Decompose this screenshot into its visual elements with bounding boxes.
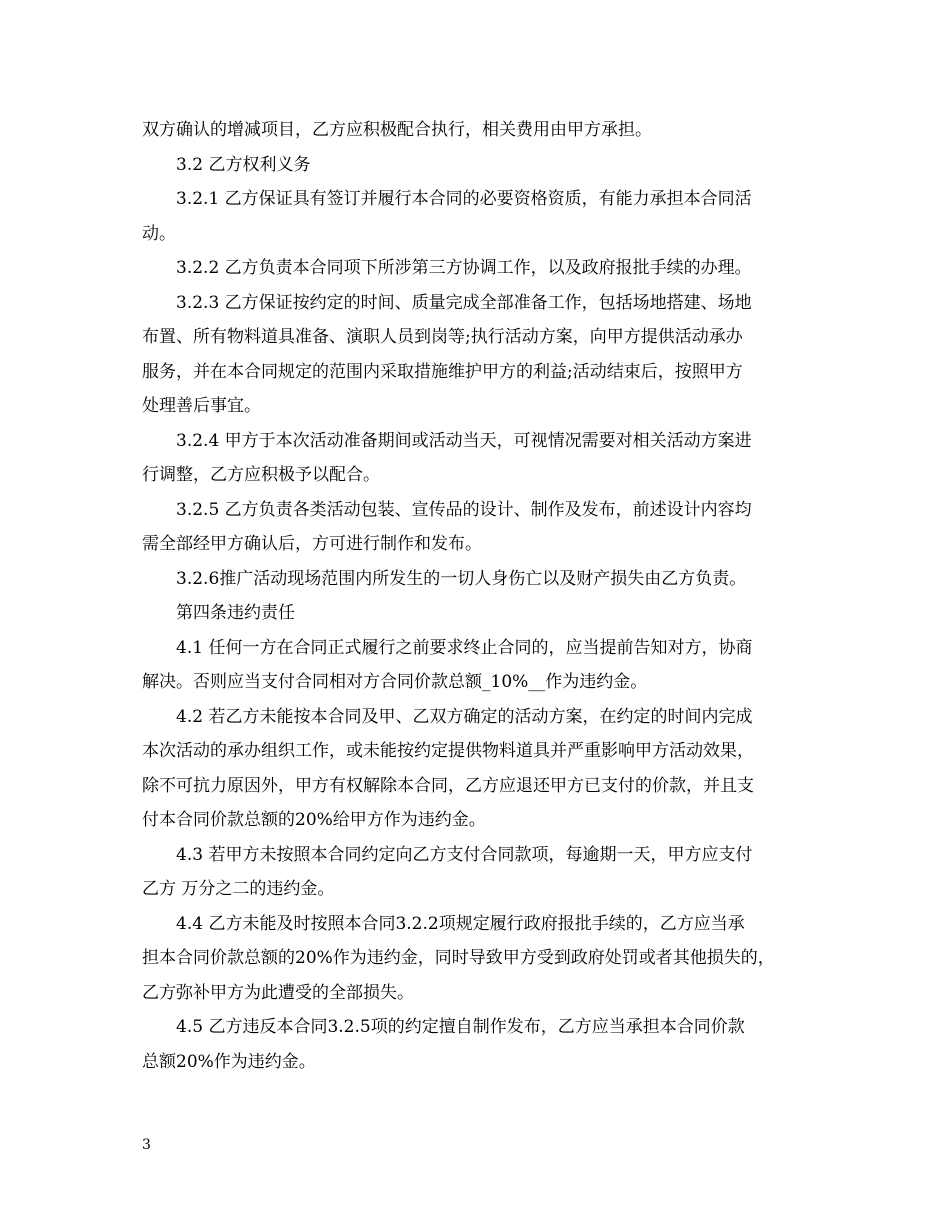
text-line: 4.5 乙方违反本合同3.2.5项的约定擅自制作发布，乙方应当承担本合同价款 — [176, 1017, 745, 1037]
paragraph — [142, 631, 810, 700]
text-line: 本次活动的承办组织工作，或未能按约定提供物料道具并严重影响甲方活动效果， — [142, 741, 754, 761]
text-line: 4.4 乙方未能及时按照本合同3.2.2项规定履行政府报批手续的，乙方应当承 — [176, 913, 745, 934]
text-line: 双方确认的增减项目，乙方应积极配合执行，相关费用由甲方承担。 — [142, 120, 652, 140]
paragraph — [142, 596, 810, 631]
text-line: 3.2.5 乙方负责各类活动包装、宣传品的设计、制作及发布，前述设计内容均 — [176, 499, 752, 520]
paragraph — [142, 1010, 810, 1079]
document-body — [142, 113, 810, 1079]
text-line: 行调整，乙方应积极予以配合。 — [142, 465, 380, 485]
text-line: 动。 — [142, 223, 176, 244]
text-line: 第四条违约责任 — [176, 603, 295, 623]
text-line: 乙方弥补甲方为此遭受的全部损失。 — [142, 982, 414, 1003]
text-line: 3.2 乙方权利义务 — [176, 154, 311, 175]
paragraph — [142, 148, 810, 183]
text-line: 付本合同价款总额的20%给甲方作为违约金。 — [142, 810, 486, 830]
text-line: 4.2 若乙方未能按本合同及甲、乙双方确定的活动方案，在约定的时间内完成 — [176, 706, 753, 727]
paragraph — [142, 424, 810, 493]
text-line: 3.2.6推广活动现场范围内所发生的一切人身伤亡以及财产损失由乙方负责。 — [176, 568, 747, 589]
text-line: 处理善后事宜。 — [142, 396, 261, 416]
text-line: 3.2.3 乙方保证按约定的时间、质量完成全部准备工作，包括场地搭建、场地 — [176, 292, 752, 313]
text-line: 解决。否则应当支付合同相对方合同价款总额_10%__作为违约金。 — [142, 672, 648, 692]
text-line: 需全部经甲方确认后，方可进行制作和发布。 — [142, 534, 482, 554]
text-line: 担本合同价款总额的20%作为违约金，同时导致甲方受到政府处罚或者其他损失的， — [142, 948, 775, 968]
text-line: 总额20%作为违约金。 — [142, 1051, 316, 1072]
text-line: 3.2.2 乙方负责本合同项下所涉第三方协调工作，以及政府报批手续的办理。 — [176, 258, 752, 278]
paragraph — [142, 838, 810, 907]
paragraph — [142, 251, 810, 286]
paragraph — [142, 907, 810, 1011]
text-line: 3.2.1 乙方保证具有签订并履行本合同的必要资格资质，有能力承担本合同活 — [176, 189, 752, 209]
paragraph — [142, 493, 810, 562]
paragraph — [142, 113, 810, 148]
text-line: 乙方 万分之二的违约金。 — [142, 879, 335, 899]
paragraph — [142, 182, 810, 251]
paragraph — [142, 286, 810, 424]
text-line: 除不可抗力原因外，甲方有权解除本合同，乙方应退还甲方已支付的价款，并且支 — [142, 775, 754, 796]
paragraph — [142, 700, 810, 838]
text-line: 4.3 若甲方未按照本合同约定向乙方支付合同款项，每逾期一天，甲方应支付 — [176, 844, 753, 865]
page-number: 3 — [142, 1137, 151, 1153]
text-line: 4.1 任何一方在合同正式履行之前要求终止合同的，应当提前告知对方，协商 — [176, 637, 753, 658]
text-line: 服务，并在本合同规定的范围内采取措施维护甲方的利益;活动结束后，按照甲方 — [142, 361, 743, 382]
text-line: 布置、所有物料道具准备、演职人员到岗等;执行活动方案，向甲方提供活动承办 — [142, 327, 743, 347]
text-line: 3.2.4 甲方于本次活动准备期间或活动当天，可视情况需要对相关活动方案进 — [176, 430, 752, 451]
paragraph — [142, 562, 810, 597]
